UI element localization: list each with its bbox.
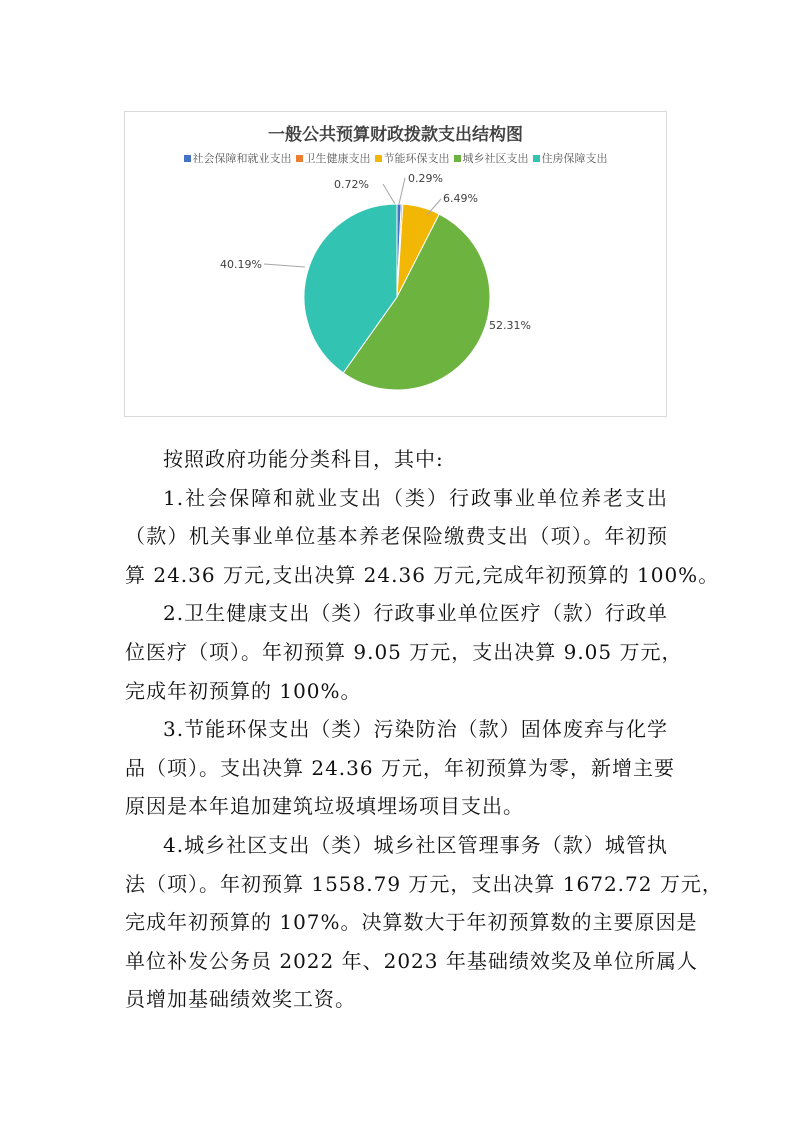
paragraph-line: 1.社会保障和就业支出（类）行政事业单位养老支出 <box>163 485 668 510</box>
paragraph-line: 按照政府功能分类科目，其中: <box>163 447 444 471</box>
legend-label: 住房保障支出 <box>541 152 608 165</box>
paragraph-line: 法（项）。年初预算 1558.79 万元，支出决算 1672.72 万元， <box>125 871 723 896</box>
paragraph-line: （款）机关事业单位基本养老保险缴费支出（项）。年初预 <box>125 524 668 549</box>
data-label: 0.72% <box>334 178 369 191</box>
paragraph-line: 原因是本年追加建筑垃圾填埋场项目支出。 <box>125 794 524 819</box>
legend-label: 节能环保支出 <box>383 152 450 165</box>
document-body <box>125 440 723 1019</box>
paragraph-line: 单位补发公务员 2022 年、2023 年基础绩效奖及单位所属人 <box>125 948 698 973</box>
leader-line <box>264 264 305 267</box>
legend-label: 卫生健康支出 <box>304 152 371 165</box>
paragraph-line: 4.城乡社区支出（类）城乡社区管理事务（款）城管执 <box>163 832 668 857</box>
pie-chart <box>124 111 667 417</box>
paragraph-line: 完成年初预算的 100%。 <box>125 678 362 703</box>
leader-line <box>399 178 405 204</box>
paragraph-line: 2.卫生健康支出（类）行政事业单位医疗（款）行政单 <box>163 601 668 626</box>
legend-label: 城乡社区支出 <box>462 152 529 165</box>
paragraph-line: 员增加基础绩效奖工资。 <box>125 987 356 1012</box>
data-label: 6.49% <box>443 192 478 205</box>
legend-label: 社会保障和就业支出 <box>192 152 292 165</box>
paragraph-line: 算 24.36 万元,支出决算 24.36 万元,完成年初预算的 100%。 <box>125 562 720 587</box>
paragraph-line: 位医疗（项）。年初预算 9.05 万元，支出决算 9.05 万元， <box>125 639 683 664</box>
chart-title: 一般公共预算财政拨款支出结构图 <box>268 125 523 145</box>
data-label: 52.31% <box>489 319 531 332</box>
leader-line <box>383 184 395 204</box>
paragraph-line: 3.节能环保支出（类）污染防治（款）固体废弃与化学 <box>163 717 668 742</box>
data-label: 0.29% <box>408 172 443 185</box>
paragraph-line: 完成年初预算的 107%。决算数大于年初预算数的主要原因是 <box>125 910 698 935</box>
data-label: 40.19% <box>220 258 262 271</box>
pie-plot <box>125 112 668 418</box>
paragraph-line: 品（项）。支出决算 24.36 万元，年初预算为零，新增主要 <box>125 755 675 780</box>
